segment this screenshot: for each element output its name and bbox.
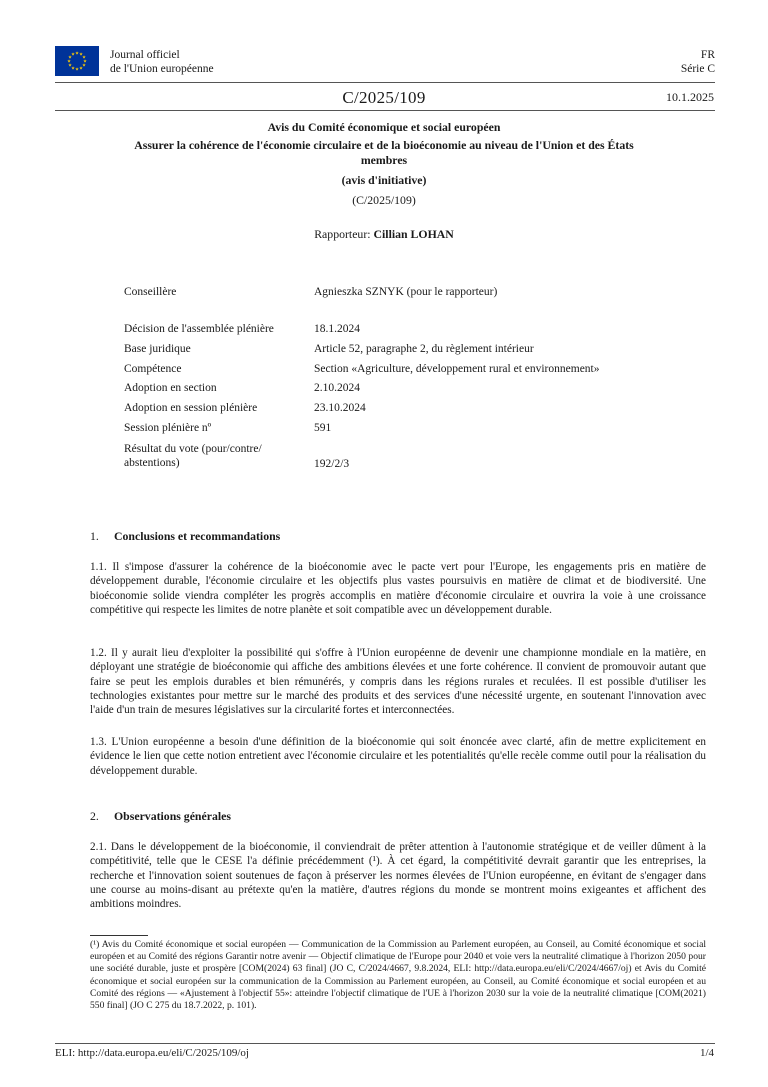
journal-line-1: Journal officiel	[110, 49, 180, 61]
metadata-value: 2.10.2024	[314, 382, 360, 394]
title-divider	[55, 110, 715, 111]
svg-text:★: ★	[78, 66, 84, 72]
svg-text:★: ★	[67, 63, 73, 69]
metadata-value: 192/2/3	[314, 458, 350, 470]
svg-text:★: ★	[66, 59, 72, 65]
metadata-label: Adoption en section	[124, 382, 217, 394]
document-number: C/2025/109	[342, 88, 426, 107]
opinion-reference: (C/2025/109)	[352, 193, 416, 207]
page-number: 1/4	[699, 1047, 714, 1059]
section-title: Observations générales	[114, 809, 231, 823]
footnote-divider	[90, 935, 148, 936]
metadata-value: 591	[314, 422, 332, 434]
footer-divider	[55, 1043, 715, 1044]
paragraph-2-1: 2.1. Dans le développement de la bioéconomie, il conviendrait de prêter attention à l'autonomie stratégique et de veiller dûment à la compétitivité, telle que le CESE l'a définie précédemment (¹). À cet égard, la compétitivité devrait garantir que les entreprises, la recherche et l'innovation soient soutenues de façon à préserver les normes élevées de l'Union européenne, en évitant de s'engager dans une course au moins-disant au prétexte qu'en la matière, d'autres régions du monde se montrent moins exigeantes et affichent des ambitions moindres.	[90, 841, 706, 911]
publication-date: 10.1.2025	[666, 90, 714, 104]
section-heading-1	[90, 529, 280, 544]
eli-link[interactable]: ELI: http://data.europa.eu/eli/C/2025/109/oj	[55, 1047, 249, 1059]
opinion-title: Assurer la cohérence de l'économie circulaire et de la bioéconomie au niveau de l'Union et des États membres	[134, 138, 634, 167]
metadata-label: Décision de l'assemblée plénière	[124, 323, 274, 335]
metadata-label: Compétence	[124, 363, 182, 375]
section-number: 1.	[90, 529, 99, 543]
rapporteur-label: Rapporteur:	[314, 227, 371, 241]
series-label: Série C	[680, 63, 715, 75]
header-divider	[55, 82, 715, 83]
svg-text:★: ★	[70, 66, 76, 72]
series-info	[681, 48, 715, 76]
paragraph-1-2: 1.2. Il y aurait lieu d'exploiter la possibilité qui s'offre à l'Union européenne de devenir une championne mondiale en la matière, en déployant une stratégie de bioéconomie qui affiche des ambitions élevées et une forte cohérence. Il convient de promouvoir autant que faire se peut les emplois durables et bien rémunérés, y compris dans les régions rurales et reculées. Il est possible d'utiliser les technologies existantes pour mettre sur le marché des produits et des services d'une nécessité urgente, en soutenant l'innovation avec l'aide d'un train de mesures législatives sur la circularité fortes et interconnectées.	[90, 647, 706, 717]
rapporteur-name: Cillian LOHAN	[373, 227, 454, 241]
metadata-value: Agnieszka SZNYK (pour le rapporteur)	[314, 286, 498, 298]
section-title: Conclusions et recommandations	[114, 529, 281, 543]
paragraph-1-1: 1.1. Il s'impose d'assurer la cohérence de la bioéconomie avec le pacte vert pour l'Europe, les engagements pris en matière de développement durable, l'économie circulaire et les objectifs plus vastes poursuivis en matière de climat et de biodiversité. Une bioéconomie solide viendra compléter les progrès accomplis en matière d'économie circulaire et ouvrira la voie à une croissance compétitive qui respecte les limites de notre planète et soit compatible avec un développement durable.	[90, 561, 706, 616]
svg-text:★: ★	[81, 63, 87, 69]
paragraph-1-3: 1.3. L'Union européenne a besoin d'une définition de la bioéconomie qui soit énoncée avec clarté, afin de mettre explicitement en évidence le lien que cette notion entretient avec l'économie circulaire et les potentialités qu'elle recèle comme outil pour la réalisation du développement durable.	[90, 736, 706, 777]
journal-header	[55, 46, 715, 80]
metadata-label: Adoption en session plénière	[124, 402, 258, 414]
language-code: FR	[700, 49, 715, 61]
metadata-value: Article 52, paragraphe 2, du règlement intérieur	[314, 343, 534, 355]
section-number: 2.	[90, 809, 99, 823]
svg-text:★: ★	[70, 52, 76, 58]
eu-flag-icon	[55, 46, 99, 76]
svg-text:★: ★	[78, 52, 84, 58]
journal-line-2: de l'Union européenne	[110, 63, 214, 75]
svg-text:★: ★	[82, 59, 88, 65]
svg-text:★: ★	[81, 55, 87, 61]
metadata-label: Session plénière nº	[124, 422, 212, 434]
svg-text:★: ★	[67, 55, 73, 61]
metadata-value: 18.1.2024	[314, 323, 360, 335]
svg-text:★: ★	[74, 67, 80, 73]
footnote: (¹) Avis du Comité économique et social européen — Communication de la Commission au Parlement européen, au Conseil, au Comité économique et social européen et au Comité des régions Garantir notre avenir — Objectif climatique de l'Europe pour 2040 et voie vers la neutralité climatique à l'horizon 2050 pour une société durable, juste et prospère [COM(2024) 63 final] (JO C, C/2024/4667, 9.8.2024, ELI: http://data.europa.eu/eli/C/2024/4667/oj) et Avis du Comité économique et social européen sur la communication de la Commission au Parlement européen, au Conseil, au Comité économique et social européen et au Comité des régions — «Ajustement à l'objectif 55»: atteindre l'objectif climatique de l'UE à l'horizon 2030 sur la voie de la neutralité climatique [COM(2021) 550 final] (JO C 275 du 18.7.2022, p. 101).	[90, 939, 706, 1012]
metadata-label: Conseillère	[124, 286, 177, 298]
metadata-value: Section «Agriculture, développement rural et environnement»	[314, 363, 600, 375]
journal-name	[110, 48, 214, 76]
metadata-label: Résultat du vote (pour/contre/ abstentions)	[124, 443, 262, 469]
metadata-value: 23.10.2024	[314, 402, 366, 414]
section-heading-2	[90, 809, 231, 824]
opinion-type: (avis d'initiative)	[341, 173, 427, 187]
metadata-label: Base juridique	[124, 343, 191, 355]
opinion-heading: Avis du Comité économique et social européen	[267, 120, 501, 134]
svg-text:★: ★	[74, 51, 80, 57]
rapporteur	[100, 227, 668, 242]
